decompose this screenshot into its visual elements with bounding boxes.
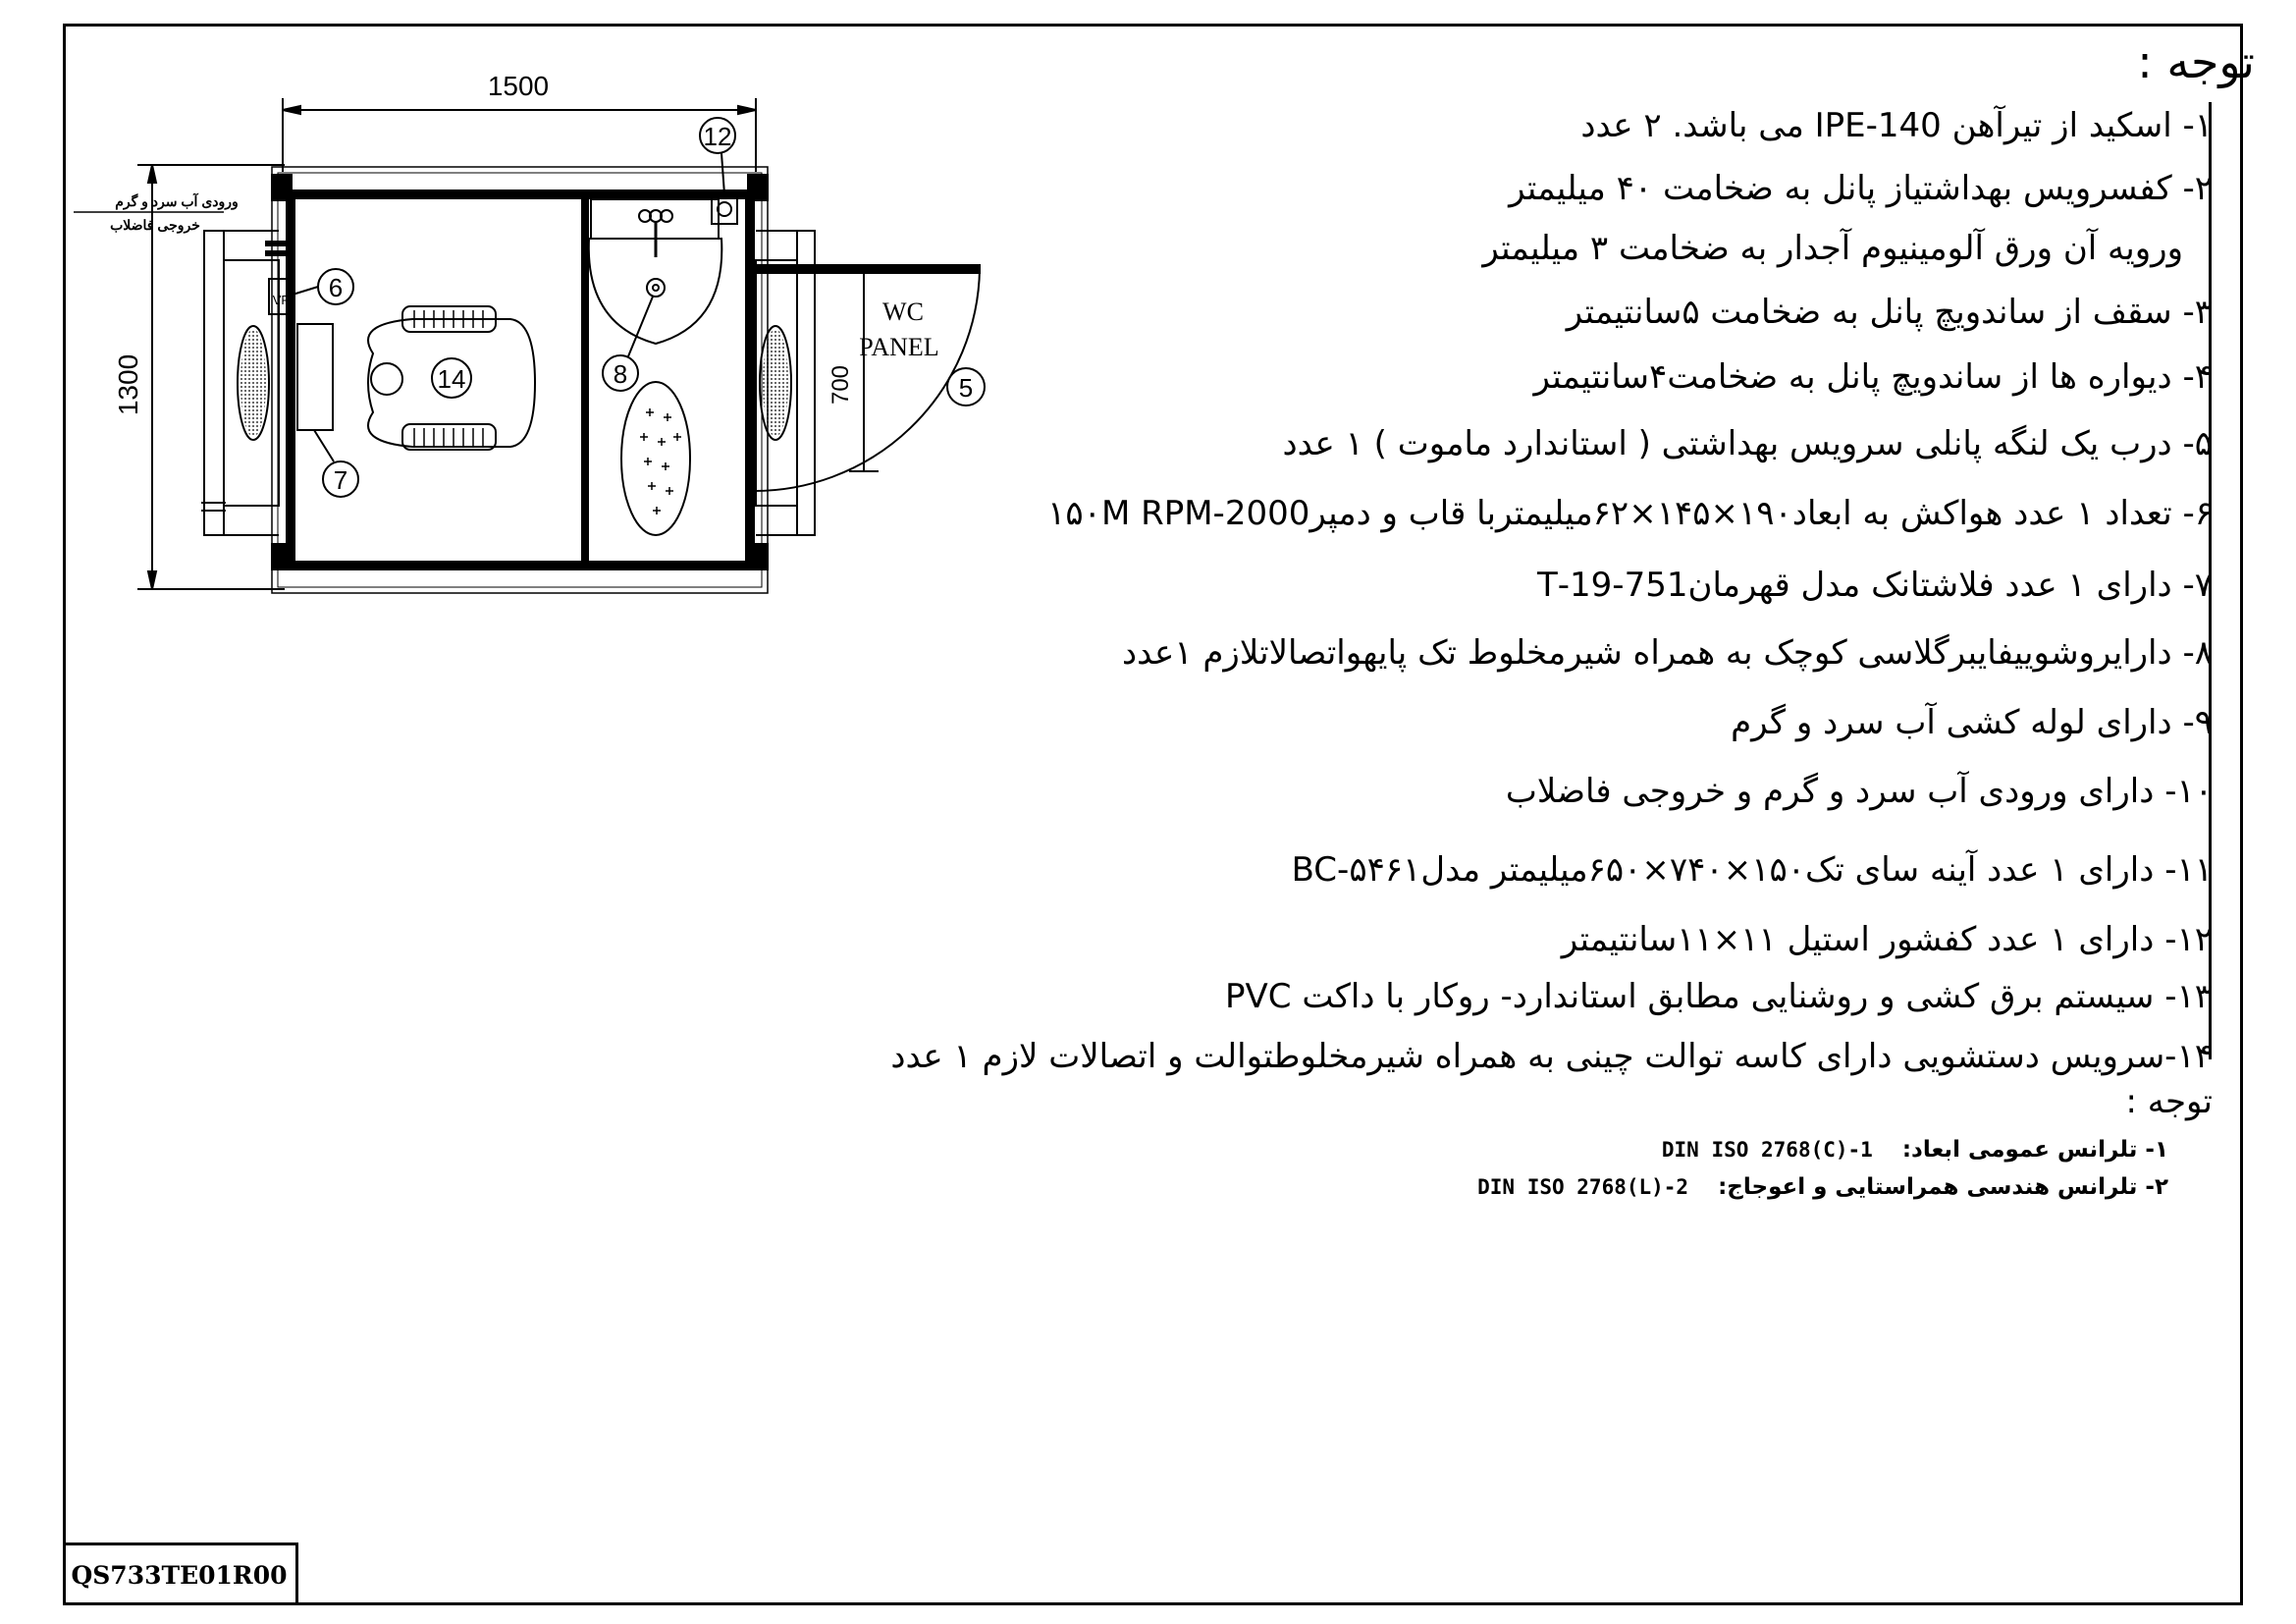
tolerance-label-1: ۱- تلرانس عمومی ابعاد:	[1901, 1137, 2168, 1163]
note-item-10: ۱۰- دارای ورودی آب سرد و گرم و خروجی فاضلاب	[1505, 772, 2213, 811]
floor-tray	[621, 382, 690, 535]
skid-left-outer	[204, 231, 224, 535]
tolerance-standard-2: DIN ISO 2768(L)-2	[1477, 1175, 1689, 1199]
note-item-4: ۴- دیواره ها از ساندویچ پانل به ضخامت۴سانتیمتر	[1533, 357, 2213, 397]
tolerance-title: توجه :	[2125, 1082, 2213, 1121]
callout-7-text: 7	[333, 465, 348, 495]
note-item-11: ۱۱- دارای ۱ عدد آینه سای تک۱۵۰×۷۴۰×۶۵۰میلیمتر مدل۵۴۶۱-BC	[1291, 850, 2213, 890]
note-item-12: ۱۲- دارای ۱ عدد کفشور استیل ۱۱×۱۱سانتیمتر	[1561, 920, 2213, 959]
exhaust-fan-text: VF	[272, 293, 290, 307]
note-item-2-continued: ورویه آن ورق آلومینیوم آجدار به ضخامت ۳ میلیمتر	[1482, 229, 2183, 268]
door-label-panel: PANEL	[859, 333, 939, 361]
drawing-code: QS733TE01R00	[63, 1543, 298, 1605]
tolerance-standard-1: DIN ISO 2768(C)-1	[1661, 1138, 1873, 1162]
callout-5-text: 5	[958, 373, 974, 403]
notes-title: توجه :	[2137, 35, 2255, 88]
door-label-wc: WC	[882, 298, 924, 326]
tolerance-item-1	[1662, 1137, 2168, 1163]
side-label-outlet: خروجی فاضلاب	[110, 217, 200, 233]
side-label-inlet: ورودی آب سرد و گرم	[115, 193, 239, 209]
note-item-2: ۲- کفسرویس بهداشتیاز پانل به ضخامت ۴۰ میلیمتر	[1509, 169, 2213, 208]
callout-8-text: 8	[613, 359, 628, 389]
height-dimension-text: 1300	[113, 353, 143, 416]
note-item-7: ۷- دارای ۱ عدد فلاشتانک مدل قهرمان751-19-T	[1536, 566, 2213, 605]
note-item-3: ۳- سقف از ساندویچ پانل به ضخامت ۵سانتیمتر	[1566, 293, 2213, 332]
door-dimension-text: 700	[828, 364, 854, 406]
flush-tank	[297, 324, 333, 430]
note-item-5: ۵- درب یک لنگه پانلی سرویس بهداشتی ( استاندارد ماموت ) ۱ عدد	[1282, 424, 2213, 463]
callout-12-text: 12	[703, 122, 732, 151]
sink	[589, 199, 722, 344]
note-item-8: ۸- دارایروشوییفایبرگلاسی کوچک به همراه شیرمخلوط تک پایهواتصالاتلازم ۱عدد	[1122, 633, 2213, 673]
floor-plan	[0, 0, 1080, 628]
door-leaf	[749, 265, 980, 273]
note-item-6: ۶- تعداد ۱ عدد هواکش به ابعاد۱۹۰×۱۴۵×۶۲میلیمتربا قاب و دمپر۱۵۰M RPM-2000	[1047, 494, 2213, 533]
width-dimension-text: 1500	[487, 71, 550, 101]
tolerance-item-2	[1477, 1174, 2168, 1200]
skid-right-outer	[797, 231, 815, 535]
tolerance-label-2: ۲- تلرانس هندسی همراستایی و اعوجاج:	[1718, 1174, 2168, 1200]
callout-6-text: 6	[328, 273, 344, 302]
note-item-1: ۱- اسکید از تیرآهن IPE-140 می باشد. ۲ عدد	[1580, 106, 2213, 145]
callout-14-text: 14	[437, 364, 466, 394]
note-item-14: ۱۴-سرویس دستشویی دارای کاسه توالت چینی به همراه شیرمخلوطتوالت و اتصالات لازم ۱ عدد	[890, 1037, 2213, 1076]
partition-wall	[582, 194, 588, 566]
note-item-9: ۹- دارای لوله کشی آب سرد و گرم	[1731, 703, 2213, 742]
note-item-13: ۱۳- سیستم برق کشی و روشنایی مطابق استاندارد- روکار با داکت PVC	[1225, 977, 2213, 1016]
